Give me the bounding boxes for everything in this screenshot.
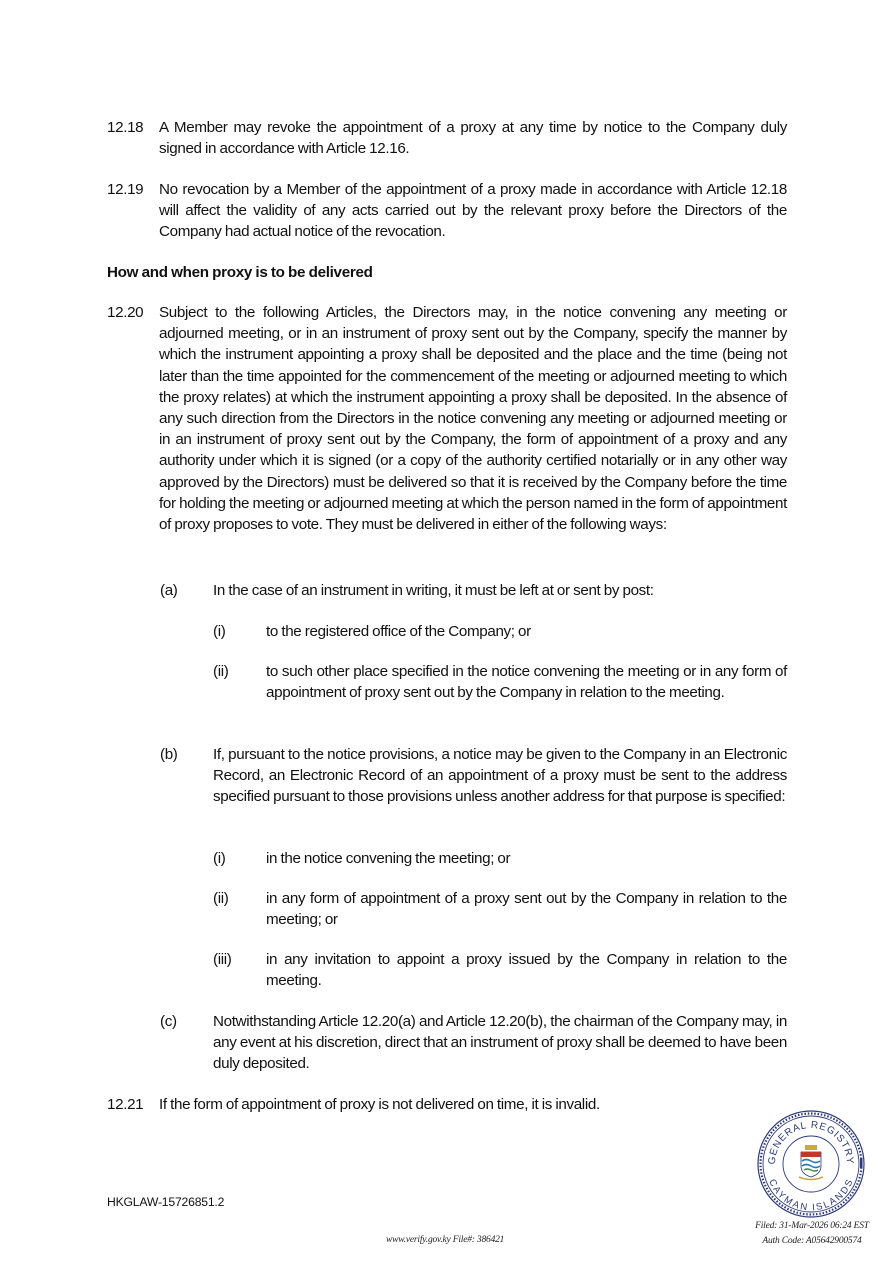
subsub-label: (ii) [213, 890, 229, 907]
clause-number: 12.19 [107, 181, 144, 198]
clause-number: 12.21 [107, 1096, 144, 1113]
subsub-label: (i) [213, 850, 226, 867]
clause-number: 12.18 [107, 119, 144, 136]
clause-12-20-b [160, 744, 787, 808]
clause-text: No revocation by a Member of the appointment of a proxy made in accordance with Article 12.18 will affect the validity of any acts carried out by the relevant proxy before the Directors of the Company had actual notice of the revocation. [159, 181, 787, 241]
section-heading: How and when proxy is to be delivered [107, 264, 373, 281]
verify-url: www.verify.gov.ky File#: 386421 [386, 1235, 505, 1245]
subsub-text: to the registered office of the Company; or [266, 623, 531, 640]
subsub-label: (iii) [213, 951, 232, 968]
subsub-label: (i) [213, 623, 226, 640]
clause-text: Subject to the following Articles, the Directors may, in the notice convening any meeting or adjourned meeting, or in an instrument of proxy sent out by the Company, specify the manner by which the instrument appointing a proxy shall be deposited and the place and the time (being not later than the time appointed for the commencement of the meeting or adjourned meeting to which the proxy relates) at which the instrument appointing a proxy shall be deposited. In the absence of any such direction from the Directors in the notice convening any meeting or adjourned meeting or in an instrument of proxy sent out by the Company, the form of appointment of a proxy and any authority under which it is signed (or a copy of the authority certified notarially or in any other way approved by the Directors) must be delivered so that it is received by the Company before the time for holding the meeting or adjourned meeting at which the person named in the form of appointment of proxy proposes to vote. They must be delivered in either of the following ways: [159, 304, 787, 534]
clause-12-20-a [160, 580, 787, 601]
auth-code: Auth Code: A05642900574 [762, 1236, 862, 1246]
subsub-label: (ii) [213, 663, 229, 680]
clause-12-20-a-ii [213, 661, 787, 703]
clause-number: 12.20 [107, 304, 144, 321]
clause-12-20-a-i [213, 621, 787, 642]
clause-12-18 [107, 117, 787, 159]
subsub-text: in any form of appointment of a proxy sent out by the Company in relation to the meeting; or [266, 890, 787, 929]
clause-12-20-b-ii [213, 888, 787, 930]
sub-text: If, pursuant to the notice provisions, a notice may be given to the Company in an Electronic Record, an Electronic Record of an appointment of a proxy must be sent to the address specified pursuant to those provisions unless another address for that purpose is specified: [213, 746, 787, 806]
subsub-text: in any invitation to appoint a proxy issued by the Company in relation to the meeting. [266, 951, 787, 990]
clause-12-20 [107, 302, 787, 535]
sub-text: In the case of an instrument in writing, it must be left at or sent by post: [213, 582, 654, 599]
clause-12-21 [107, 1094, 787, 1115]
clause-12-20-b-i [213, 848, 787, 869]
government-seal-icon [755, 1108, 867, 1220]
sub-text: Notwithstanding Article 12.20(a) and Article 12.20(b), the chairman of the Company may, in any event at his discretion, direct that an instrument of proxy shall be deemed to have been duly deposited. [213, 1013, 787, 1073]
svg-text:GENERAL REGISTRY: GENERAL REGISTRY [766, 1119, 856, 1165]
sub-label: (b) [160, 746, 178, 763]
filed-date: Filed: 31-Mar-2026 06:24 EST [755, 1221, 869, 1231]
sub-label: (a) [160, 582, 178, 599]
subsub-text: to such other place specified in the notice convening the meeting or in any form of appointment of proxy sent out by the Company in relation to the meeting. [266, 663, 787, 702]
clause-text: If the form of appointment of proxy is not delivered on time, it is invalid. [159, 1096, 600, 1113]
subsub-text: in the notice convening the meeting; or [266, 850, 511, 867]
sub-label: (c) [160, 1013, 177, 1030]
clause-text: A Member may revoke the appointment of a proxy at any time by notice to the Company duly signed in accordance with Article 12.16. [159, 119, 787, 158]
document-reference: HKGLAW-15726851.2 [107, 1195, 225, 1209]
clause-12-19 [107, 179, 787, 243]
clause-12-20-c [160, 1011, 787, 1075]
filing-stamp [752, 1219, 872, 1249]
clause-12-20-b-iii [213, 949, 787, 991]
svg-text:CAYMAN ISLANDS: CAYMAN ISLANDS [766, 1177, 856, 1214]
